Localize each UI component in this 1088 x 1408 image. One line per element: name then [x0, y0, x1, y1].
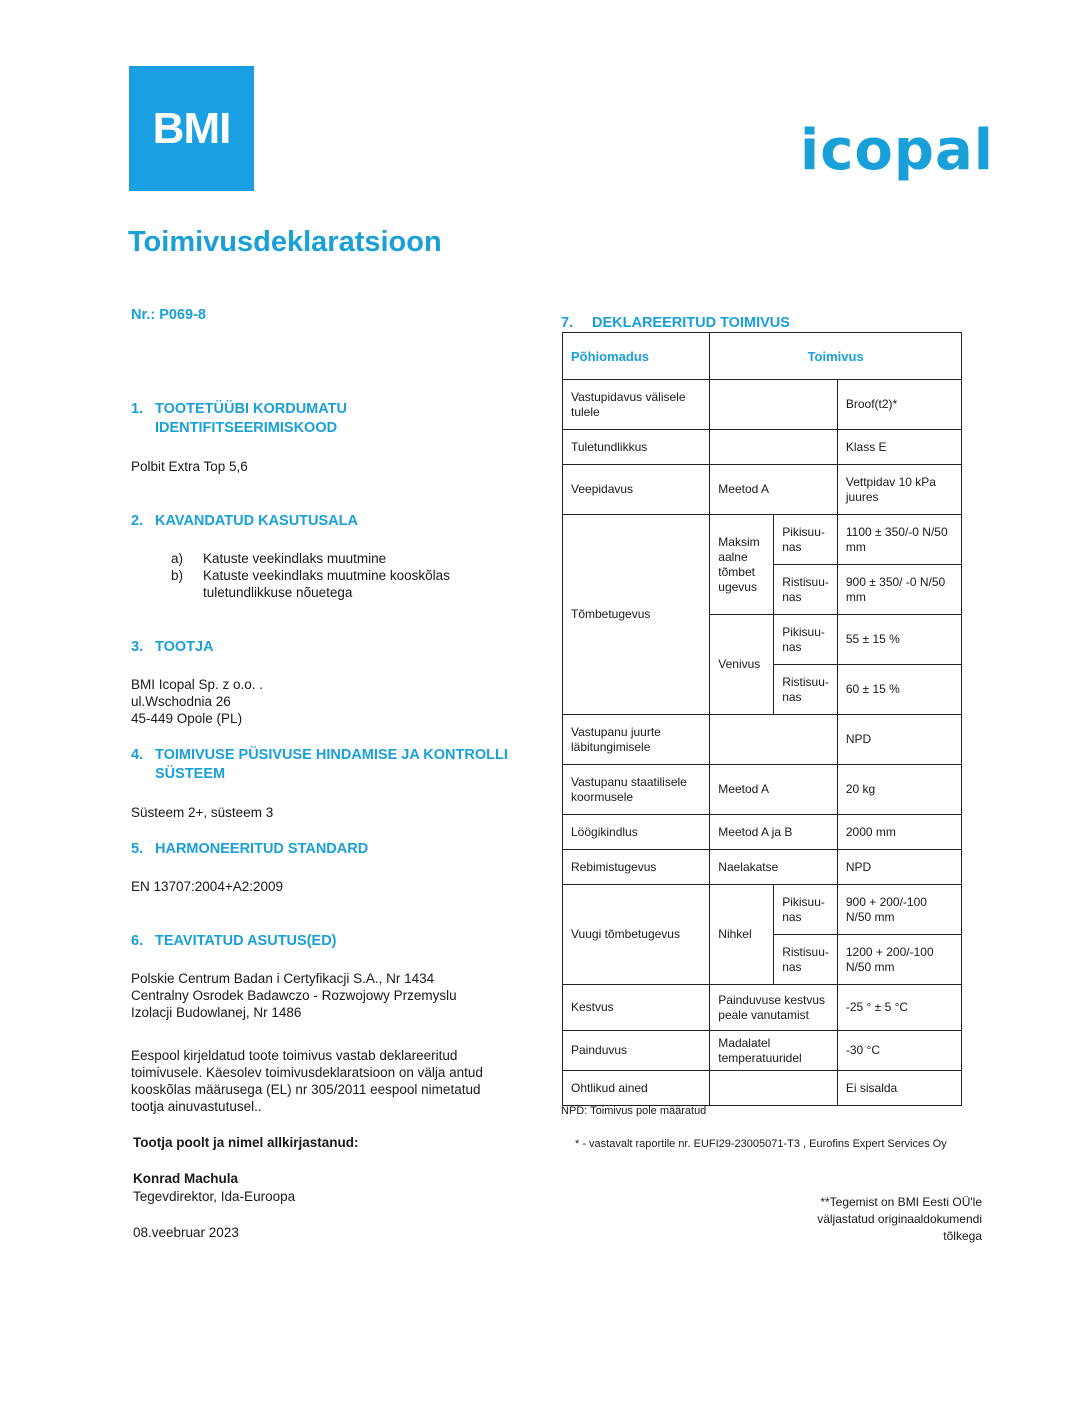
table-row [563, 430, 962, 465]
list-item [171, 550, 491, 567]
table-row [563, 765, 962, 815]
section-number: 3. [131, 639, 144, 655]
row-label: Kestvus [563, 985, 710, 1031]
row-value: 55 ± 15 % [837, 615, 961, 665]
notified-body-line: Centralny Osrodek Badawczo - Rozwojowy Przemyslu [131, 988, 457, 1003]
icopal-logo: icopal [800, 118, 994, 183]
section-number: 4. [131, 747, 144, 763]
list-text: Katuste veekindlaks muutmine kooskõlas tuletundlikkuse nõuetega [203, 568, 450, 600]
row-direction: Ristisuu-nas [774, 565, 838, 615]
row-direction: Ristisuu-nas [774, 665, 838, 715]
section-6-heading [131, 932, 491, 951]
row-label: Veepidavus [563, 465, 710, 515]
footnote: * - vastavalt raportile nr. EUFI29-23005071-T3 , Eurofins Expert Services Oy [575, 1138, 947, 1150]
row-value: 1100 ± 350/-0 N/50 mm [837, 515, 961, 565]
row-value: NPD [837, 715, 961, 765]
row-method [710, 430, 838, 465]
section-number: 7. [561, 315, 574, 331]
section-3-heading [131, 638, 491, 657]
section-title: TOOTETÜÜBI KORDUMATU IDENTIFITSEERIMISKOOD [155, 401, 347, 436]
row-method: Meetod A ja B [710, 815, 838, 850]
row-method: Madalatel temperatuuridel [710, 1031, 838, 1071]
row-method [710, 380, 838, 430]
translation-note: **Tegemist on BMI Eesti OÜ'le väljastatud originaaldokumendi tõlkega [817, 1195, 982, 1243]
row-value: NPD [837, 850, 961, 885]
notified-body-line: Izolacji Budowlanej, Nr 1486 [131, 1005, 302, 1020]
section-number: 6. [131, 933, 144, 949]
section-5-heading [131, 840, 491, 859]
table-row [563, 1071, 962, 1106]
signature-date: 08.veebruar 2023 [133, 1225, 239, 1240]
row-sublabel: Venivus [710, 615, 774, 715]
address-line: ul.Wschodnia 26 [131, 694, 231, 709]
row-label: Ohtlikud ained [563, 1071, 710, 1106]
page-title: Toimivusdeklaratsioon [128, 226, 442, 258]
document-number: Nr.: P069-8 [131, 307, 206, 323]
table-row [563, 515, 962, 565]
section-2-heading [131, 512, 491, 531]
row-sublabel: Nihkel [710, 885, 774, 985]
row-value: 900 + 200/-100 N/50 mm [837, 885, 961, 935]
signature-heading: Tootja poolt ja nimel allkirjastanud: [133, 1135, 359, 1150]
table-row [563, 885, 962, 935]
list-marker: b) [171, 568, 184, 583]
row-value: Ei sisalda [837, 1071, 961, 1106]
table-row [563, 850, 962, 885]
section-number: 2. [131, 513, 144, 529]
row-method [710, 1071, 838, 1106]
intended-use-list [171, 550, 491, 601]
row-value: Vettpidav 10 kPa juures [837, 465, 961, 515]
notified-body-line: Polskie Centrum Badan i Certyfikacji S.A., Nr 1434 [131, 971, 435, 986]
avcp-system: Süsteem 2+, süsteem 3 [131, 805, 274, 820]
section-title: TOIMIVUSE PÜSIVUSE HINDAMISE JA KONTROLLI SÜSTEEM [155, 747, 508, 782]
row-value: 2000 mm [837, 815, 961, 850]
row-label: Löögikindlus [563, 815, 710, 850]
signatory-role: Tegevdirektor, Ida-Euroopa [133, 1189, 296, 1204]
bmi-logo [129, 66, 254, 191]
row-method [710, 715, 838, 765]
section-title: TEAVITATUD ASUTUS(ED) [155, 933, 337, 949]
row-direction: Pikisuu-nas [774, 615, 838, 665]
row-method: Painduvuse kestvus peale vanutamist [710, 985, 838, 1031]
list-text: Katuste veekindlaks muutmine [203, 551, 387, 566]
table-row [563, 465, 962, 515]
performance-table [562, 332, 962, 1106]
declaration-statement: Eespool kirjeldatud toote toimivus vastab deklareeritud toimivusele. Käesolev toimivusdeklaratsioon on välja antud kooskõlas määrusega (EL) nr 305/2011 eespool nimetatud tootja ainuvastutusel.. [131, 1048, 483, 1114]
manufacturer-address [131, 676, 263, 727]
section-1-heading [131, 400, 431, 438]
row-direction: Pikisuu-nas [774, 885, 838, 935]
section-4-heading [131, 746, 521, 784]
row-label: Tõmbetugevus [563, 515, 710, 715]
section-number: 5. [131, 841, 144, 857]
row-method: Meetod A [710, 765, 838, 815]
table-row [563, 815, 962, 850]
row-value: 900 ± 350/ -0 N/50 mm [837, 565, 961, 615]
harmonised-standard: EN 13707:2004+A2:2009 [131, 879, 284, 894]
row-method: Naelakatse [710, 850, 838, 885]
header-property: Põhiomadus [563, 333, 710, 380]
section-number: 1. [131, 401, 144, 417]
section-title: TOOTJA [155, 639, 214, 655]
row-value: 60 ± 15 % [837, 665, 961, 715]
row-label: Vastupanu staatilisele koormusele [563, 765, 710, 815]
list-item [171, 567, 491, 601]
row-label: Vastupanu juurte läbitungimisele [563, 715, 710, 765]
table-row [563, 985, 962, 1031]
row-direction: Pikisuu-nas [774, 515, 838, 565]
row-value: 1200 + 200/-100 N/50 mm [837, 935, 961, 985]
table-row [563, 715, 962, 765]
section-title: KAVANDATUD KASUTUSALA [155, 513, 358, 529]
table-row [563, 1031, 962, 1071]
npd-note: NPD: Toimivus pole määratud [561, 1105, 707, 1117]
row-label: Vastupidavus välisele tulele [563, 380, 710, 430]
row-value: -30 °C [837, 1031, 961, 1071]
row-value: Broof(t2)* [837, 380, 961, 430]
signatory-name: Konrad Machula [133, 1171, 239, 1186]
table-header-row [563, 333, 962, 380]
product-code: Polbit Extra Top 5,6 [131, 459, 248, 474]
row-label: Tuletundlikkus [563, 430, 710, 465]
section-title: DEKLAREERITUD TOIMIVUS [592, 315, 790, 331]
address-line: BMI Icopal Sp. z o.o. . [131, 677, 264, 692]
row-value: Klass E [837, 430, 961, 465]
bmi-logo-text: BMI [152, 103, 231, 153]
section-title: HARMONEERITUD STANDARD [155, 841, 369, 857]
section-7-heading [561, 314, 861, 333]
row-value: -25 ° ± 5 °C [837, 985, 961, 1031]
address-line: 45-449 Opole (PL) [131, 711, 243, 726]
row-label: Painduvus [563, 1031, 710, 1071]
row-label: Vuugi tõmbetugevus [563, 885, 710, 985]
row-sublabel: Maksim aalne tõmbet ugevus [710, 515, 774, 615]
header-performance: Toimivus [710, 333, 962, 380]
row-label: Rebimistugevus [563, 850, 710, 885]
row-method: Meetod A [710, 465, 838, 515]
notified-bodies [131, 970, 457, 1021]
list-marker: a) [171, 551, 184, 566]
table-row [563, 380, 962, 430]
row-value: 20 kg [837, 765, 961, 815]
row-direction: Ristisuu-nas [774, 935, 838, 985]
